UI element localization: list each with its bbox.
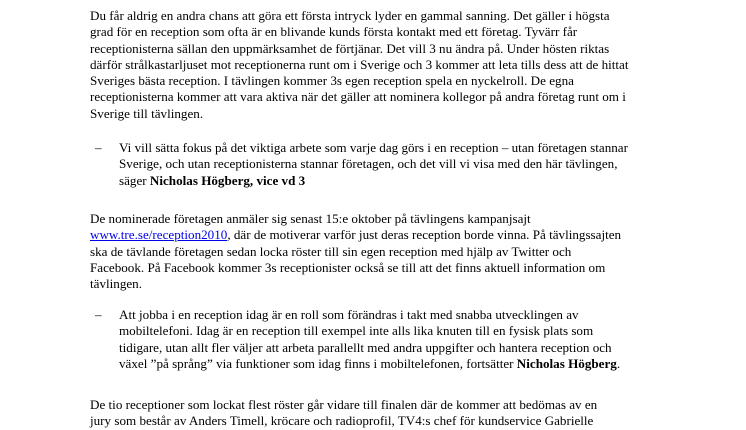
quote-line: tidigare, utan allt fler väljer att arbeta parallellt med andra uppgifter och hantera reception och [119,339,612,355]
quote-speaker: Nicholas Högberg [516,355,617,371]
campaign-site-link[interactable]: www.tre.se/reception2010 [90,227,228,243]
quote-line: mobiltelefoni. Idag är en reception till exempel inte alls lika knuten till en fysisk plats som [119,323,594,339]
paragraph-line [90,227,690,243]
paragraph-line: Facebook. På Facebook kommer 3s receptionister också se till att det finns aktuell information om [90,259,606,275]
paragraph-line: De tio receptioner som lockat flest röster går vidare till finalen där de kommer att bedömas av en [90,397,598,412]
paragraph-line: receptionisterna sällan den uppmärksamhet de förtjänar. Det vill 3 nu ändra på. Under hösten riktas [90,40,610,56]
paragraph-line: jury som består av Anders Timell, kröcare och radioprofil, TV4:s chef för kundservice Gabrielle [90,413,594,429]
campaign-paragraph [90,211,690,292]
quote-text [119,307,690,372]
paragraph-line: Du får aldrig en andra chans att göra ett första intryck lyder en gammal sanning. Det gäller i högsta [90,8,610,23]
paragraph-line: receptionisterna kommer att vara aktiva när det gäller att nominera kollegor på andra företag runt om i [90,89,626,105]
quote-attribution-prefix: säger [119,172,150,188]
paragraph-line: Sverige till tävlingen. [90,105,204,121]
quote-text [119,140,690,189]
paragraph-line: därför strålkastarljuset mot receptionerna runt om i Sverige och 3 kommer att leta tills dess att de hittat [90,56,629,72]
paragraph-line: Sveriges bästa reception. I tävlingen kommer 3s egen reception spela en nyckelroll. De egna [90,73,574,89]
paragraph-line: De nominerade företagen anmäler sig senast 15:e oktober på tävlingens kampanjsajt [90,211,531,226]
paragraph-line-rest: , där de motiverar varför just deras reception borde vinna. På tävlingssajten [227,227,622,243]
quote-line: Att jobba i en reception idag är en roll som förändras i takt med snabba utvecklingen av [119,307,579,322]
paragraph-line: tävlingen. [90,276,142,292]
quote-line-text: växel ”på språng” via funktioner som idag finns i mobiltelefonen, fortsätter [119,355,517,371]
quote-speaker: Nicholas Högberg, vice vd 3 [149,172,306,188]
intro-paragraph [90,8,690,122]
quote-line [119,356,690,372]
quote-dash: – [95,307,102,322]
paragraph-line: ska de tävlande företagen sedan locka röster till sin egen reception med hjälp av Twitter och [90,243,572,259]
quote-dash: – [95,140,102,155]
paragraph-line: grad för en reception som ofta är en blivande kunds första kontakt med ett företag. Tyvärr får [90,24,578,40]
quote-line: Vi vill sätta fokus på det viktiga arbete som varje dag görs i en reception – utan företagen stannar [119,140,628,155]
quote-line-end: . [616,355,621,371]
quote-line [119,173,690,189]
final-paragraph [90,397,690,430]
quote-line: Sverige, och utan receptionisterna stannar företagen, och det vill vi visa med den här tävlingen, [119,156,618,172]
